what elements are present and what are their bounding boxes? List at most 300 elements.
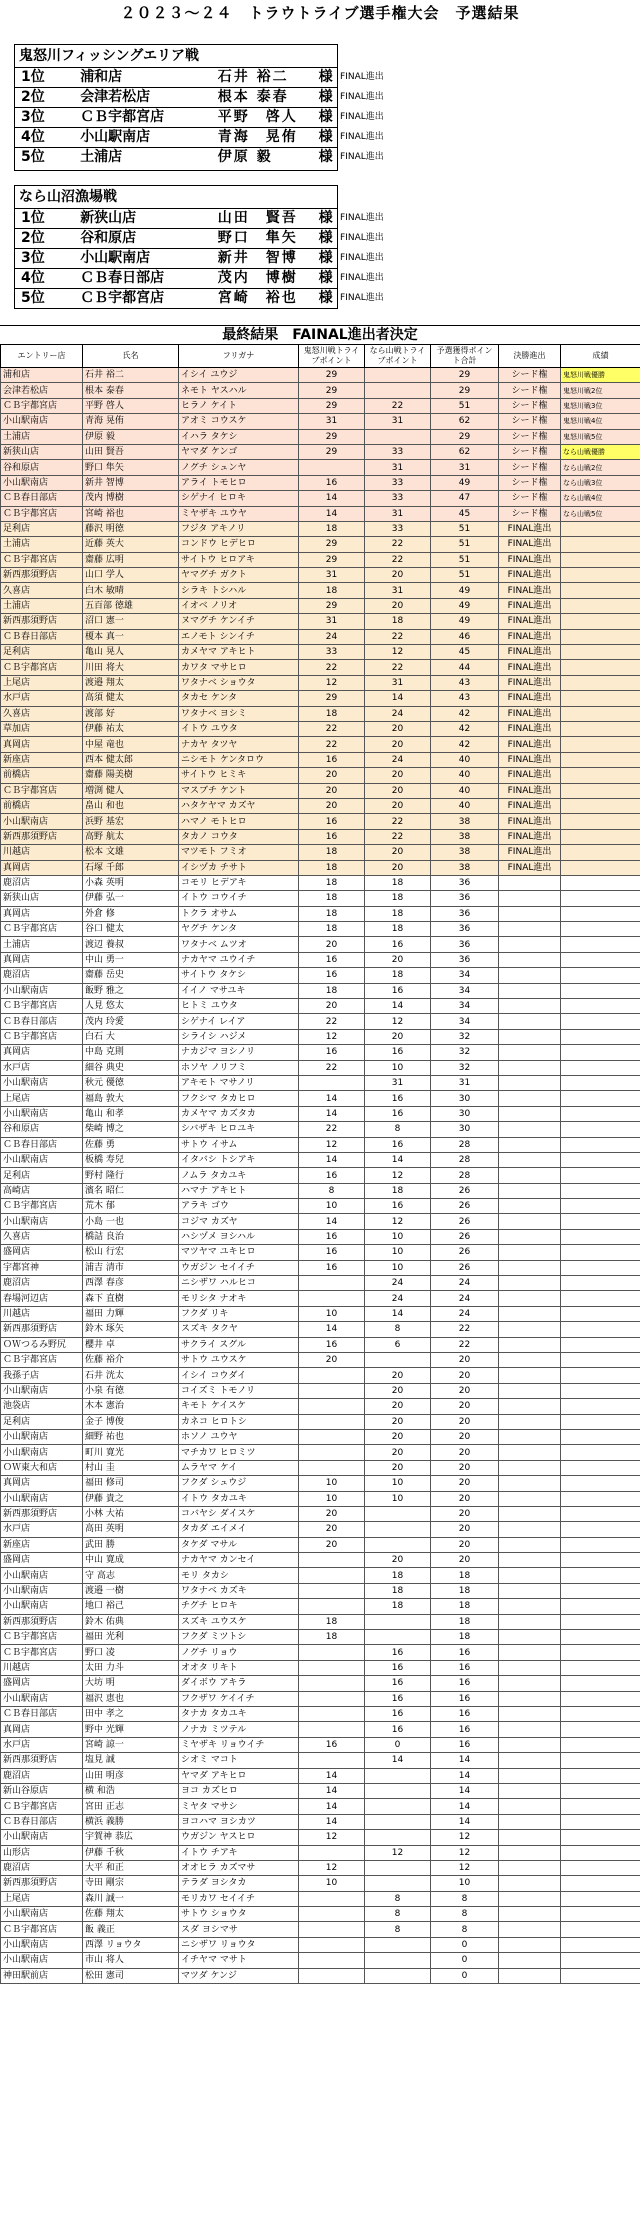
cell-name: 小森 英明 bbox=[83, 875, 179, 890]
cell-result bbox=[561, 1260, 640, 1275]
cell-advance bbox=[499, 1476, 561, 1491]
cell-narayama-points: 12 bbox=[365, 1014, 431, 1029]
cell-name: 柴崎 博之 bbox=[83, 1122, 179, 1137]
player-name: 茂内 博樹 bbox=[217, 270, 298, 286]
cell-name: 青海 晃侑 bbox=[83, 414, 179, 429]
cell-advance bbox=[499, 1122, 561, 1137]
table-row bbox=[1, 1630, 640, 1645]
cell-advance: シード権 bbox=[499, 429, 561, 444]
cell-kana: ナカヤマ ユウイチ bbox=[179, 952, 299, 967]
cell-shop: ＣＢ宇都宮店 bbox=[1, 1199, 83, 1214]
cell-narayama-points: 18 bbox=[365, 1183, 431, 1198]
cell-kinugawa-points: 20 bbox=[299, 768, 365, 783]
cell-advance bbox=[499, 1706, 561, 1721]
cell-total-points: 22 bbox=[431, 1322, 499, 1337]
honorific: 様 bbox=[318, 109, 333, 125]
cell-name: 町川 寛光 bbox=[83, 1445, 179, 1460]
cell-total-points: 32 bbox=[431, 1029, 499, 1044]
table-row bbox=[1, 1506, 640, 1521]
cell-result bbox=[561, 1214, 640, 1229]
cell-kinugawa-points bbox=[299, 1583, 365, 1598]
shop-name: 小山駅南店 bbox=[80, 129, 151, 145]
cell-advance: FINAL進出 bbox=[499, 521, 561, 536]
cell-advance: FINAL進出 bbox=[499, 598, 561, 613]
cell-narayama-points: 18 bbox=[365, 891, 431, 906]
cell-kana: チグチ ヒロキ bbox=[179, 1599, 299, 1614]
table-row bbox=[1, 1876, 640, 1891]
cell-narayama-points: 20 bbox=[365, 737, 431, 752]
cell-total-points: 36 bbox=[431, 937, 499, 952]
cell-advance: FINAL進出 bbox=[499, 798, 561, 813]
cell-kinugawa-points: 14 bbox=[299, 491, 365, 506]
cell-kinugawa-points: 18 bbox=[299, 706, 365, 721]
cell-shop: 浦和店 bbox=[1, 368, 83, 383]
cell-result bbox=[561, 845, 640, 860]
cell-advance bbox=[499, 1753, 561, 1768]
cell-kinugawa-points: 16 bbox=[299, 1045, 365, 1060]
cell-total-points: 20 bbox=[431, 1460, 499, 1475]
final-advance-label: FINAL進出 bbox=[340, 253, 384, 263]
cell-kana: ホソノ ユウヤ bbox=[179, 1429, 299, 1444]
cell-narayama-points: 31 bbox=[365, 460, 431, 475]
cell-result bbox=[561, 1460, 640, 1475]
shop-name: 土浦店 bbox=[80, 149, 123, 165]
shop-name: 谷和原店 bbox=[80, 230, 137, 246]
cell-narayama-points bbox=[365, 1953, 431, 1968]
cell-result: なら山戦5位 bbox=[561, 506, 640, 521]
cell-shop: 新西那須野店 bbox=[1, 829, 83, 844]
cell-kinugawa-points: 14 bbox=[299, 1322, 365, 1337]
cell-shop: ＣＢ宇都宮店 bbox=[1, 552, 83, 567]
cell-shop: 新西那須野店 bbox=[1, 1322, 83, 1337]
cell-total-points: 36 bbox=[431, 875, 499, 890]
cell-total-points: 38 bbox=[431, 845, 499, 860]
cell-kinugawa-points bbox=[299, 1460, 365, 1475]
cell-total-points: 16 bbox=[431, 1722, 499, 1737]
table-row bbox=[1, 1214, 640, 1229]
cell-advance: FINAL進出 bbox=[499, 706, 561, 721]
table-row bbox=[1, 1337, 640, 1352]
cell-kana: スズキ ユウスケ bbox=[179, 1614, 299, 1629]
cell-shop: 小山駅南店 bbox=[1, 1599, 83, 1614]
cell-narayama-points: 16 bbox=[365, 1106, 431, 1121]
cell-shop: 小山駅南店 bbox=[1, 1429, 83, 1444]
cell-shop: 小山駅南店 bbox=[1, 1445, 83, 1460]
cell-shop: 宇都宮神 bbox=[1, 1260, 83, 1275]
table-row bbox=[1, 1799, 640, 1814]
cell-narayama-points: 16 bbox=[365, 1676, 431, 1691]
cell-narayama-points: 16 bbox=[365, 1706, 431, 1721]
cell-narayama-points: 14 bbox=[365, 691, 431, 706]
cell-name: 山口 学人 bbox=[83, 568, 179, 583]
cell-advance: FINAL進出 bbox=[499, 752, 561, 767]
cell-name: 伊藤 貴之 bbox=[83, 1491, 179, 1506]
cell-total-points: 51 bbox=[431, 537, 499, 552]
cell-narayama-points: 20 bbox=[365, 1399, 431, 1414]
table-row bbox=[1, 952, 640, 967]
col-shop-header[interactable]: エントリー店 bbox=[1, 345, 83, 368]
cell-narayama-points: 12 bbox=[365, 1214, 431, 1229]
cell-kana: ノグチ リョウ bbox=[179, 1645, 299, 1660]
cell-advance: シード権 bbox=[499, 383, 561, 398]
cell-kana: キモト ケイスケ bbox=[179, 1399, 299, 1414]
rank-row bbox=[15, 128, 337, 148]
table-row bbox=[1, 1168, 640, 1183]
cell-kana: シライシ ハジメ bbox=[179, 1029, 299, 1044]
table-row bbox=[1, 1660, 640, 1675]
cell-kinugawa-points: 33 bbox=[299, 645, 365, 660]
cell-shop: ＣＢ宇都宮店 bbox=[1, 783, 83, 798]
cell-kana: ダイボウ アキラ bbox=[179, 1676, 299, 1691]
cell-advance bbox=[499, 1183, 561, 1198]
cell-advance: シード権 bbox=[499, 444, 561, 459]
cell-shop: 小山駅南店 bbox=[1, 1830, 83, 1845]
cell-kinugawa-points: 20 bbox=[299, 1522, 365, 1537]
cell-kana: ワタナベ ヨシミ bbox=[179, 706, 299, 721]
cell-advance: FINAL進出 bbox=[499, 614, 561, 629]
table-row bbox=[1, 1645, 640, 1660]
cell-result bbox=[561, 1014, 640, 1029]
cell-total-points: 0 bbox=[431, 1968, 499, 1983]
cell-shop: 小山駅南店 bbox=[1, 1152, 83, 1167]
cell-total-points: 12 bbox=[431, 1860, 499, 1875]
table-row bbox=[1, 1937, 640, 1952]
table-row bbox=[1, 1368, 640, 1383]
cell-name: 西澤 リョウタ bbox=[83, 1937, 179, 1952]
rank-label: 1位 bbox=[21, 210, 45, 226]
cell-narayama-points: 16 bbox=[365, 1045, 431, 1060]
cell-total-points: 38 bbox=[431, 829, 499, 844]
cell-kinugawa-points bbox=[299, 1660, 365, 1675]
cell-advance bbox=[499, 1399, 561, 1414]
player-name: 根本 泰春 bbox=[217, 89, 289, 105]
col-name-header[interactable]: 氏名 bbox=[83, 345, 179, 368]
table-row bbox=[1, 460, 640, 475]
cell-result bbox=[561, 1891, 640, 1906]
table-row bbox=[1, 429, 640, 444]
cell-kinugawa-points: 16 bbox=[299, 1260, 365, 1275]
cell-advance bbox=[499, 1522, 561, 1537]
cell-shop: ＣＢ春日部店 bbox=[1, 1014, 83, 1029]
cell-narayama-points: 20 bbox=[365, 1553, 431, 1568]
cell-name: 野中 光輝 bbox=[83, 1722, 179, 1737]
cell-shop: 小山駅南店 bbox=[1, 1691, 83, 1706]
cell-name: 藤沢 明徳 bbox=[83, 521, 179, 536]
cell-result bbox=[561, 1476, 640, 1491]
cell-shop: 上尾店 bbox=[1, 1091, 83, 1106]
cell-total-points: 36 bbox=[431, 922, 499, 937]
cell-shop: 真岡店 bbox=[1, 952, 83, 967]
cell-kinugawa-points bbox=[299, 1429, 365, 1444]
cell-kinugawa-points: 16 bbox=[299, 475, 365, 490]
cell-shop: ＣＢ宇都宮店 bbox=[1, 1645, 83, 1660]
cell-result bbox=[561, 1814, 640, 1829]
cell-name: 小泉 有徳 bbox=[83, 1383, 179, 1398]
cell-total-points: 12 bbox=[431, 1830, 499, 1845]
cell-result bbox=[561, 1583, 640, 1598]
rank-label: 3位 bbox=[21, 109, 45, 125]
cell-kinugawa-points: 14 bbox=[299, 1783, 365, 1798]
cell-narayama-points: 22 bbox=[365, 552, 431, 567]
cell-shop: 土浦店 bbox=[1, 937, 83, 952]
table-row bbox=[1, 1291, 640, 1306]
cell-total-points: 16 bbox=[431, 1660, 499, 1675]
cell-name: 中島 克則 bbox=[83, 1045, 179, 1060]
cell-narayama-points: 31 bbox=[365, 583, 431, 598]
cell-shop: 水戸店 bbox=[1, 691, 83, 706]
col-advance-header[interactable]: 決勝進出 bbox=[499, 345, 561, 368]
cell-shop: 久喜店 bbox=[1, 706, 83, 721]
cell-name: 森下 直樹 bbox=[83, 1291, 179, 1306]
cell-kinugawa-points: 22 bbox=[299, 1060, 365, 1075]
cell-kana: イシヅカ チサト bbox=[179, 860, 299, 875]
cell-kinugawa-points: 14 bbox=[299, 1768, 365, 1783]
cell-result: なら山戦優勝 bbox=[561, 444, 640, 459]
col-kinugawa-points-header[interactable]: 鬼怒川戦トライブポイント bbox=[299, 345, 365, 368]
cell-advance: FINAL進出 bbox=[499, 721, 561, 736]
cell-total-points: 10 bbox=[431, 1876, 499, 1891]
cell-advance bbox=[499, 1876, 561, 1891]
cell-kinugawa-points: 16 bbox=[299, 1737, 365, 1752]
cell-shop: 春場河辺店 bbox=[1, 1291, 83, 1306]
cell-total-points: 36 bbox=[431, 906, 499, 921]
cell-advance bbox=[499, 1291, 561, 1306]
cell-name: 野口 隼矢 bbox=[83, 460, 179, 475]
cell-name: 大坊 明 bbox=[83, 1676, 179, 1691]
cell-narayama-points: 16 bbox=[365, 1660, 431, 1675]
cell-total-points: 40 bbox=[431, 752, 499, 767]
cell-kana: フクダ シュウジ bbox=[179, 1476, 299, 1491]
cell-narayama-points bbox=[365, 368, 431, 383]
shop-name: ＣＢ宇都宮店 bbox=[80, 290, 165, 306]
cell-narayama-points: 24 bbox=[365, 1291, 431, 1306]
shop-name: 浦和店 bbox=[80, 69, 123, 85]
table-row bbox=[1, 1075, 640, 1090]
cell-result bbox=[561, 1522, 640, 1537]
cell-kinugawa-points bbox=[299, 1922, 365, 1937]
cell-advance bbox=[499, 1737, 561, 1752]
shop-name: ＣＢ宇都宮店 bbox=[80, 109, 165, 125]
cell-result bbox=[561, 1660, 640, 1675]
cell-narayama-points: 16 bbox=[365, 1091, 431, 1106]
cell-total-points: 20 bbox=[431, 1522, 499, 1537]
cell-shop: 小山駅南店 bbox=[1, 983, 83, 998]
cell-narayama-points bbox=[365, 1353, 431, 1368]
cell-narayama-points: 31 bbox=[365, 506, 431, 521]
cell-total-points: 14 bbox=[431, 1814, 499, 1829]
rank-row bbox=[15, 249, 337, 269]
table-row bbox=[1, 814, 640, 829]
cell-advance bbox=[499, 1045, 561, 1060]
cell-name: 荒木 郁 bbox=[83, 1199, 179, 1214]
cell-narayama-points: 20 bbox=[365, 798, 431, 813]
cell-result bbox=[561, 1368, 640, 1383]
cell-result bbox=[561, 1783, 640, 1798]
rank-label: 5位 bbox=[21, 149, 45, 165]
cell-advance: FINAL進出 bbox=[499, 737, 561, 752]
cell-advance bbox=[499, 1553, 561, 1568]
cell-narayama-points: 33 bbox=[365, 444, 431, 459]
table-row bbox=[1, 1137, 640, 1152]
final-advance-label: FINAL進出 bbox=[340, 233, 384, 243]
cell-shop: 神田駅前店 bbox=[1, 1968, 83, 1983]
cell-result bbox=[561, 983, 640, 998]
cell-kana: ワタナベ ムツオ bbox=[179, 937, 299, 952]
cell-advance bbox=[499, 1306, 561, 1321]
col-result-header[interactable]: 成績 bbox=[561, 345, 640, 368]
cell-result bbox=[561, 629, 640, 644]
cell-advance bbox=[499, 1106, 561, 1121]
cell-kinugawa-points: 29 bbox=[299, 383, 365, 398]
cell-kinugawa-points bbox=[299, 1968, 365, 1983]
cell-advance bbox=[499, 1599, 561, 1614]
cell-shop: 久喜店 bbox=[1, 1229, 83, 1244]
table-row bbox=[1, 1722, 640, 1737]
cell-shop: 土浦店 bbox=[1, 598, 83, 613]
final-advance-label: FINAL進出 bbox=[340, 92, 384, 102]
cell-advance: FINAL進出 bbox=[499, 860, 561, 875]
cell-narayama-points: 24 bbox=[365, 706, 431, 721]
rank-row bbox=[15, 289, 337, 308]
cell-shop: 盛岡店 bbox=[1, 1676, 83, 1691]
cell-kana: イハラ タケシ bbox=[179, 429, 299, 444]
cell-result bbox=[561, 1229, 640, 1244]
table-row bbox=[1, 1460, 640, 1475]
cell-total-points: 18 bbox=[431, 1583, 499, 1598]
table-row bbox=[1, 660, 640, 675]
cell-total-points: 40 bbox=[431, 798, 499, 813]
cell-kana: スダ ヨシマサ bbox=[179, 1922, 299, 1937]
cell-name: 近藤 英大 bbox=[83, 537, 179, 552]
cell-result bbox=[561, 737, 640, 752]
cell-kana: ハシヅメ ヨシハル bbox=[179, 1229, 299, 1244]
cell-total-points: 28 bbox=[431, 1137, 499, 1152]
cell-kana: ヨコ カズヒロ bbox=[179, 1783, 299, 1798]
cell-narayama-points: 31 bbox=[365, 675, 431, 690]
cell-shop: 真岡店 bbox=[1, 1045, 83, 1060]
cell-result bbox=[561, 768, 640, 783]
cell-total-points: 20 bbox=[431, 1491, 499, 1506]
cell-result bbox=[561, 999, 640, 1014]
cell-shop: 鹿沼店 bbox=[1, 1276, 83, 1291]
cell-kana: シオミ マコト bbox=[179, 1753, 299, 1768]
player-name: 青海 晃侑 bbox=[217, 129, 298, 145]
table-row bbox=[1, 1014, 640, 1029]
cell-kana: コバヤシ ダイスケ bbox=[179, 1506, 299, 1521]
cell-total-points: 26 bbox=[431, 1214, 499, 1229]
cell-kana: マスブチ ケント bbox=[179, 783, 299, 798]
cell-total-points: 62 bbox=[431, 414, 499, 429]
cell-name: 亀山 晃人 bbox=[83, 645, 179, 660]
cell-result bbox=[561, 1907, 640, 1922]
cell-total-points: 51 bbox=[431, 521, 499, 536]
cell-advance: FINAL進出 bbox=[499, 691, 561, 706]
cell-name: 中屋 竜也 bbox=[83, 737, 179, 752]
col-narayama-points-header[interactable]: なら山戦トライブポイント bbox=[365, 345, 431, 368]
cell-shop: 足利店 bbox=[1, 645, 83, 660]
cell-advance bbox=[499, 968, 561, 983]
cell-kinugawa-points bbox=[299, 1706, 365, 1721]
cell-kana: ニシザワ リョウタ bbox=[179, 1937, 299, 1952]
cell-name: 浦吉 清市 bbox=[83, 1260, 179, 1275]
cell-kana: マチカワ ヒロミツ bbox=[179, 1445, 299, 1460]
cell-shop: 小山駅南店 bbox=[1, 1568, 83, 1583]
cell-name: 齋藤 広明 bbox=[83, 552, 179, 567]
table-row bbox=[1, 1737, 640, 1752]
cell-result: 鬼怒川戦2位 bbox=[561, 383, 640, 398]
cell-shop: ＣＢ宇都宮店 bbox=[1, 1922, 83, 1937]
cell-kinugawa-points: 29 bbox=[299, 429, 365, 444]
cell-advance bbox=[499, 1799, 561, 1814]
cell-result bbox=[561, 1614, 640, 1629]
cell-total-points: 20 bbox=[431, 1399, 499, 1414]
cell-shop: ＣＢ宇都宮店 bbox=[1, 1353, 83, 1368]
table-row bbox=[1, 368, 640, 383]
cell-total-points: 14 bbox=[431, 1783, 499, 1798]
cell-shop: 小山駅南店 bbox=[1, 414, 83, 429]
cell-name: 川田 将大 bbox=[83, 660, 179, 675]
cell-result bbox=[561, 1429, 640, 1444]
cell-advance bbox=[499, 1860, 561, 1875]
cell-shop: 盛岡店 bbox=[1, 1553, 83, 1568]
cell-narayama-points: 16 bbox=[365, 937, 431, 952]
cell-result: 鬼怒川戦優勝 bbox=[561, 368, 640, 383]
cell-shop: 小山駅南店 bbox=[1, 1953, 83, 1968]
col-kana-header[interactable]: フリガナ bbox=[179, 345, 299, 368]
table-row bbox=[1, 983, 640, 998]
table-row bbox=[1, 598, 640, 613]
cell-kinugawa-points: 16 bbox=[299, 1337, 365, 1352]
cell-name: 石塚 千郎 bbox=[83, 860, 179, 875]
cell-result bbox=[561, 814, 640, 829]
cell-advance: シード権 bbox=[499, 414, 561, 429]
cell-kana: フクダ ミツトシ bbox=[179, 1630, 299, 1645]
player-name: 新井 智博 bbox=[217, 250, 298, 266]
cell-shop: 新西那須野店 bbox=[1, 1614, 83, 1629]
final-advance-label: FINAL進出 bbox=[340, 72, 384, 82]
cell-shop: 新西那須野店 bbox=[1, 1876, 83, 1891]
cell-name: 沼口 憲一 bbox=[83, 614, 179, 629]
cell-kana: ハマナ アキヒト bbox=[179, 1183, 299, 1198]
cell-kinugawa-points bbox=[299, 1907, 365, 1922]
cell-result bbox=[561, 598, 640, 613]
cell-kana: フクダ リキ bbox=[179, 1306, 299, 1321]
cell-kana: マツダ ケンジ bbox=[179, 1968, 299, 1983]
cell-narayama-points: 22 bbox=[365, 829, 431, 844]
cell-kana: ヒラノ ケイト bbox=[179, 398, 299, 413]
table-row bbox=[1, 414, 640, 429]
rank-label: 3位 bbox=[21, 250, 45, 266]
cell-narayama-points: 24 bbox=[365, 1276, 431, 1291]
table-row bbox=[1, 937, 640, 952]
cell-total-points: 16 bbox=[431, 1691, 499, 1706]
table-row bbox=[1, 691, 640, 706]
cell-name: 西本 健太郎 bbox=[83, 752, 179, 767]
cell-total-points: 29 bbox=[431, 429, 499, 444]
cell-shop: 前橋店 bbox=[1, 768, 83, 783]
cell-advance bbox=[499, 1645, 561, 1660]
table-row bbox=[1, 645, 640, 660]
col-total-header[interactable]: 予選獲得ポイント合計 bbox=[431, 345, 499, 368]
cell-name: 増渕 健人 bbox=[83, 783, 179, 798]
cell-kinugawa-points: 12 bbox=[299, 675, 365, 690]
cell-kinugawa-points: 22 bbox=[299, 737, 365, 752]
cell-kinugawa-points: 20 bbox=[299, 1537, 365, 1552]
cell-narayama-points: 20 bbox=[365, 783, 431, 798]
cell-kinugawa-points: 24 bbox=[299, 629, 365, 644]
cell-shop: ＣＢ春日部店 bbox=[1, 629, 83, 644]
cell-advance bbox=[499, 1276, 561, 1291]
